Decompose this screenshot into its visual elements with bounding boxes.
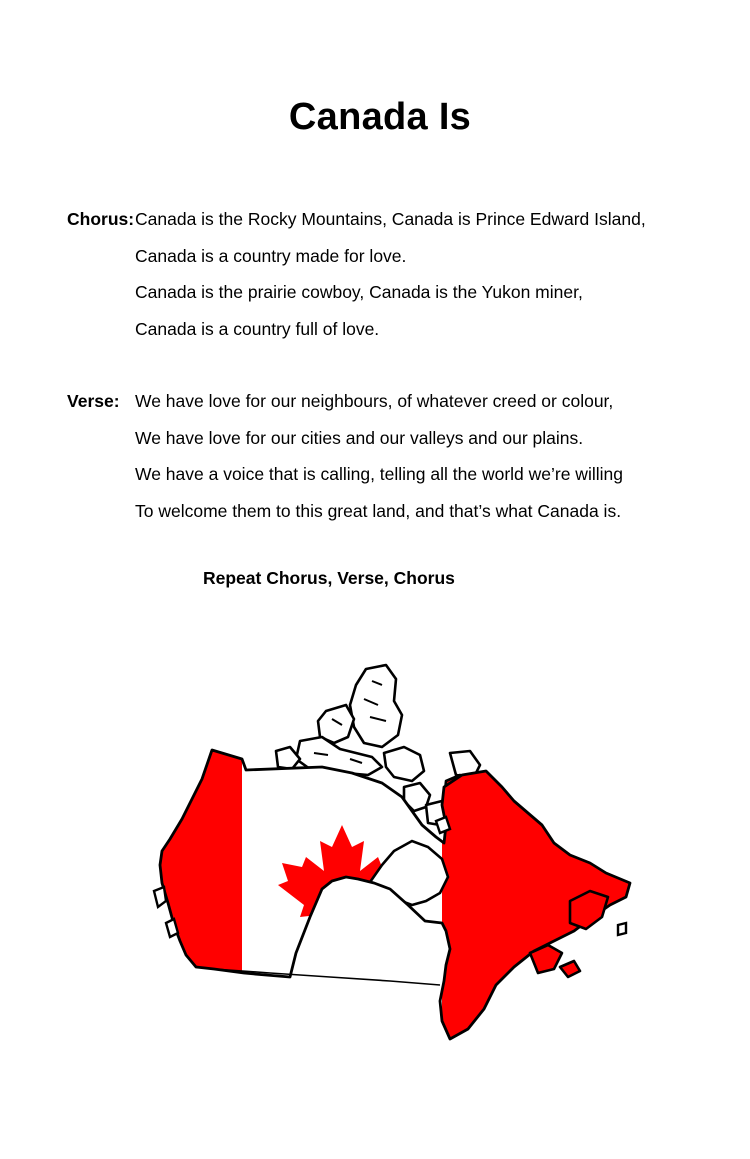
chorus-lines: [135, 201, 715, 347]
verse-line: To welcome them to this great land, and that’s what Canada is.: [135, 500, 622, 521]
verse-label: Verse:: [67, 391, 120, 411]
verse-lines: [135, 383, 715, 529]
chorus-label: Chorus:: [67, 209, 135, 229]
chorus-line: Canada is the Rocky Mountains, Canada is Prince Edward Island,: [135, 209, 646, 229]
us-border-line: [214, 969, 440, 985]
chorus-line: Canada is a country full of love.: [135, 318, 380, 339]
verse-line: We have a voice that is calling, telling all the world we’re willing: [135, 464, 623, 484]
canada-map-flag-icon: [150, 655, 650, 1065]
page-title: Canada Is: [288, 96, 472, 138]
verse-line: We have love for our cities and our valleys and our plains.: [135, 427, 584, 448]
verse-line: We have love for our neighbours, of whatever creed or colour,: [135, 391, 614, 411]
chorus-line: Canada is the prairie cowboy, Canada is the Yukon miner,: [135, 282, 583, 302]
chorus-line: Canada is a country made for love.: [135, 245, 407, 266]
repeat-note: Repeat Chorus, Verse, Chorus: [203, 568, 455, 588]
